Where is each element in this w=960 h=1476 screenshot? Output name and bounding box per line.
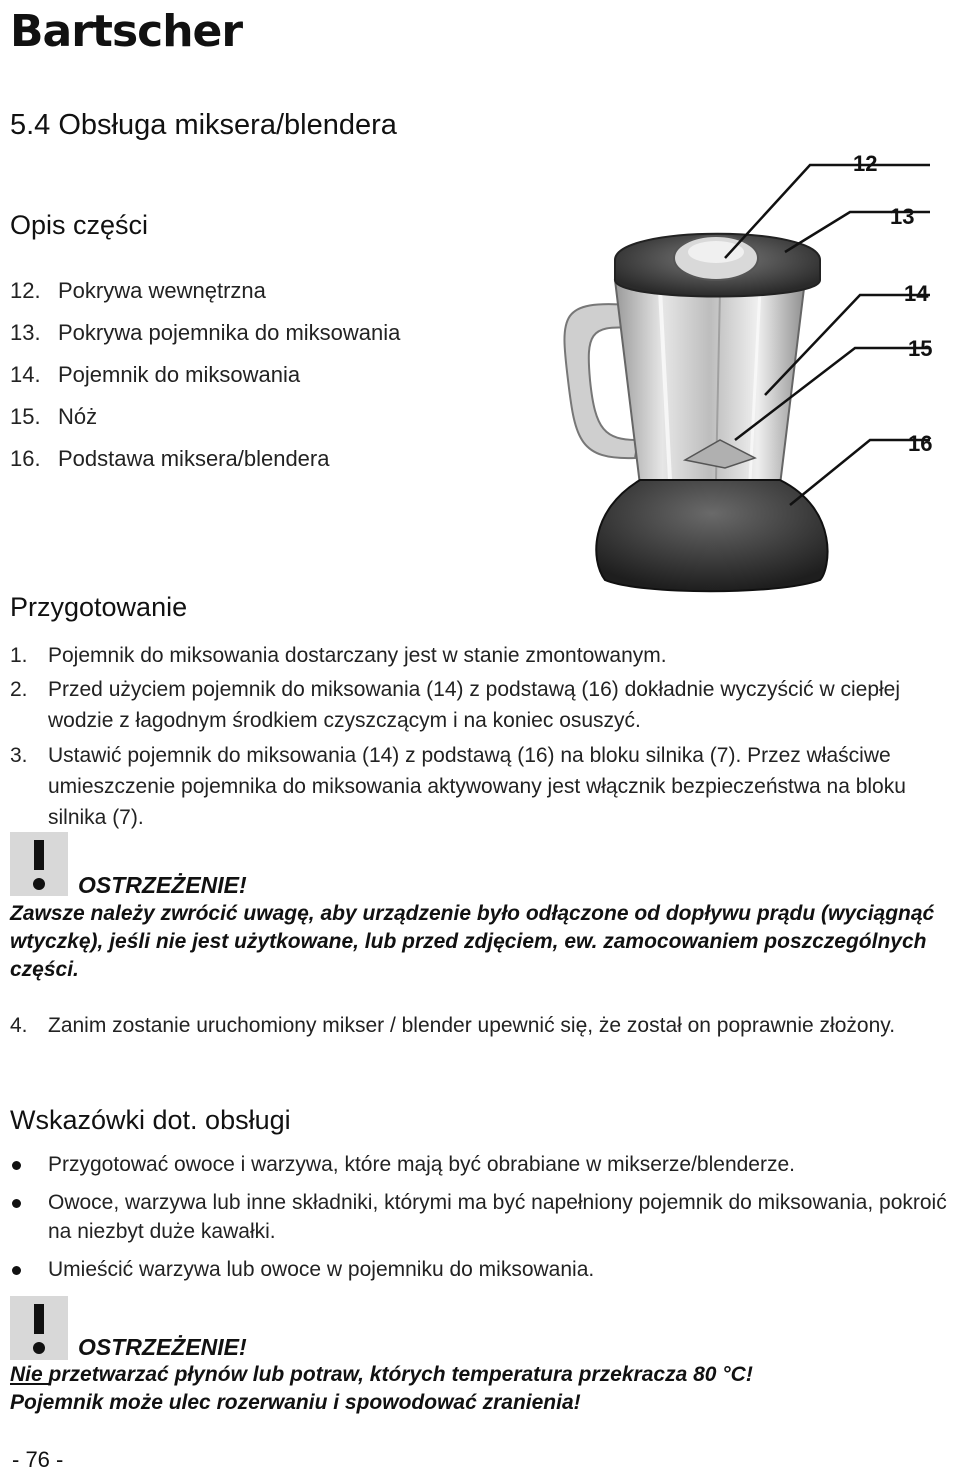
parts-heading: Opis części <box>10 210 149 240</box>
warning-icon <box>10 832 68 896</box>
step-2 <box>10 674 950 736</box>
step-3 <box>10 740 950 833</box>
list-item <box>10 270 400 312</box>
warning-underlined-word: Nie <box>10 1363 49 1386</box>
step-number: 4. <box>10 1014 28 1037</box>
section-title: 5.4 Obsługa miksera/blendera <box>10 109 397 141</box>
part-number: 16. <box>10 446 41 471</box>
warning-line1-rest: przetwarzać płynów lub potraw, których temperatura przekracza 80 °C! <box>48 1363 753 1386</box>
part-label: Nóż <box>58 404 98 429</box>
page-number: - 76 - <box>12 1447 64 1472</box>
step-number: 1. <box>10 644 28 667</box>
bullet-icon <box>12 1161 21 1170</box>
brand-logo: Bartscher <box>10 6 243 57</box>
callout-14: 14 <box>904 281 929 306</box>
part-number: 12. <box>10 278 41 303</box>
tips-list <box>10 1150 950 1293</box>
parts-list <box>10 270 400 480</box>
part-label: Pokrywa wewnętrzna <box>58 278 266 303</box>
warning-text-line2: Pojemnik może ulec rozerwaniu i spowodować zranienia! <box>10 1391 581 1414</box>
base <box>596 480 827 591</box>
part-label: Pojemnik do miksowania <box>58 362 301 387</box>
step-number: 3. <box>10 744 28 767</box>
blender-illustration <box>520 140 950 600</box>
bullet-icon <box>12 1266 21 1275</box>
step-4 <box>10 1010 950 1041</box>
warning-text-line1 <box>10 1361 950 1389</box>
callout-13: 13 <box>890 204 915 229</box>
tip-text: Owoce, warzywa lub inne składniki, którymi ma być napełniony pojemnik do miksowania, pokroić na niezbyt duże kawałki. <box>48 1191 947 1243</box>
warning-icon <box>10 1296 68 1360</box>
callout-16: 16 <box>908 431 933 456</box>
part-number: 15. <box>10 404 41 429</box>
part-number: 13. <box>10 320 41 345</box>
warning-text: Zawsze należy zwrócić uwagę, aby urządzenie było odłączone od dopływu prądu (wyciągnąć wtyczkę), jeśli nie jest użytkowane, lub przed zdjęciem, ew. zamocowaniem poszczególnych części. <box>10 902 935 981</box>
callout-12: 12 <box>853 151 878 176</box>
part-label: Pokrywa pojemnika do miksowania <box>58 320 401 345</box>
part-number: 14. <box>10 362 41 387</box>
tip-text: Przygotować owoce i warzywa, które mają być obrabiane w mikserze/blenderze. <box>48 1153 795 1176</box>
step-text: Przed użyciem pojemnik do miksowania (14) z podstawą (16) dokładnie wyczyścić w ciepłej wodzie z łagodnym środkiem czyszczącym i na koniec osuszyć. <box>48 678 901 732</box>
step-text: Pojemnik do miksowania dostarczany jest w stanie zmontowanym. <box>48 644 667 667</box>
list-item <box>10 312 400 354</box>
callout-15: 15 <box>908 336 933 361</box>
preparation-heading: Przygotowanie <box>10 592 188 622</box>
list-item <box>10 1188 950 1246</box>
list-item <box>10 1150 950 1179</box>
list-item <box>10 438 400 480</box>
tips-heading: Wskazówki dot. obsługi <box>10 1105 291 1135</box>
list-item <box>10 1255 950 1284</box>
steps-list <box>10 640 950 833</box>
step-text: Zanim zostanie uruchomiony mikser / blender upewnić się, że został on poprawnie złożony. <box>48 1014 896 1037</box>
part-label: Podstawa miksera/blendera <box>58 446 330 471</box>
list-item <box>10 354 400 396</box>
warning-title: OSTRZEŻENIE! <box>78 872 247 898</box>
warning-title: OSTRZEŻENIE! <box>78 1334 247 1360</box>
step-1 <box>10 640 950 671</box>
list-item <box>10 396 400 438</box>
bullet-icon <box>12 1199 21 1208</box>
tip-text: Umieścić warzywa lub owoce w pojemniku do miksowania. <box>48 1258 595 1281</box>
step-number: 2. <box>10 678 28 701</box>
step-text: Ustawić pojemnik do miksowania (14) z podstawą (16) na bloku silnika (7). Przez właściwe umieszczenie pojemnika do miksowania aktywowany jest włącznik bezpieczeństwa na bloku silnika (7). <box>48 744 906 829</box>
